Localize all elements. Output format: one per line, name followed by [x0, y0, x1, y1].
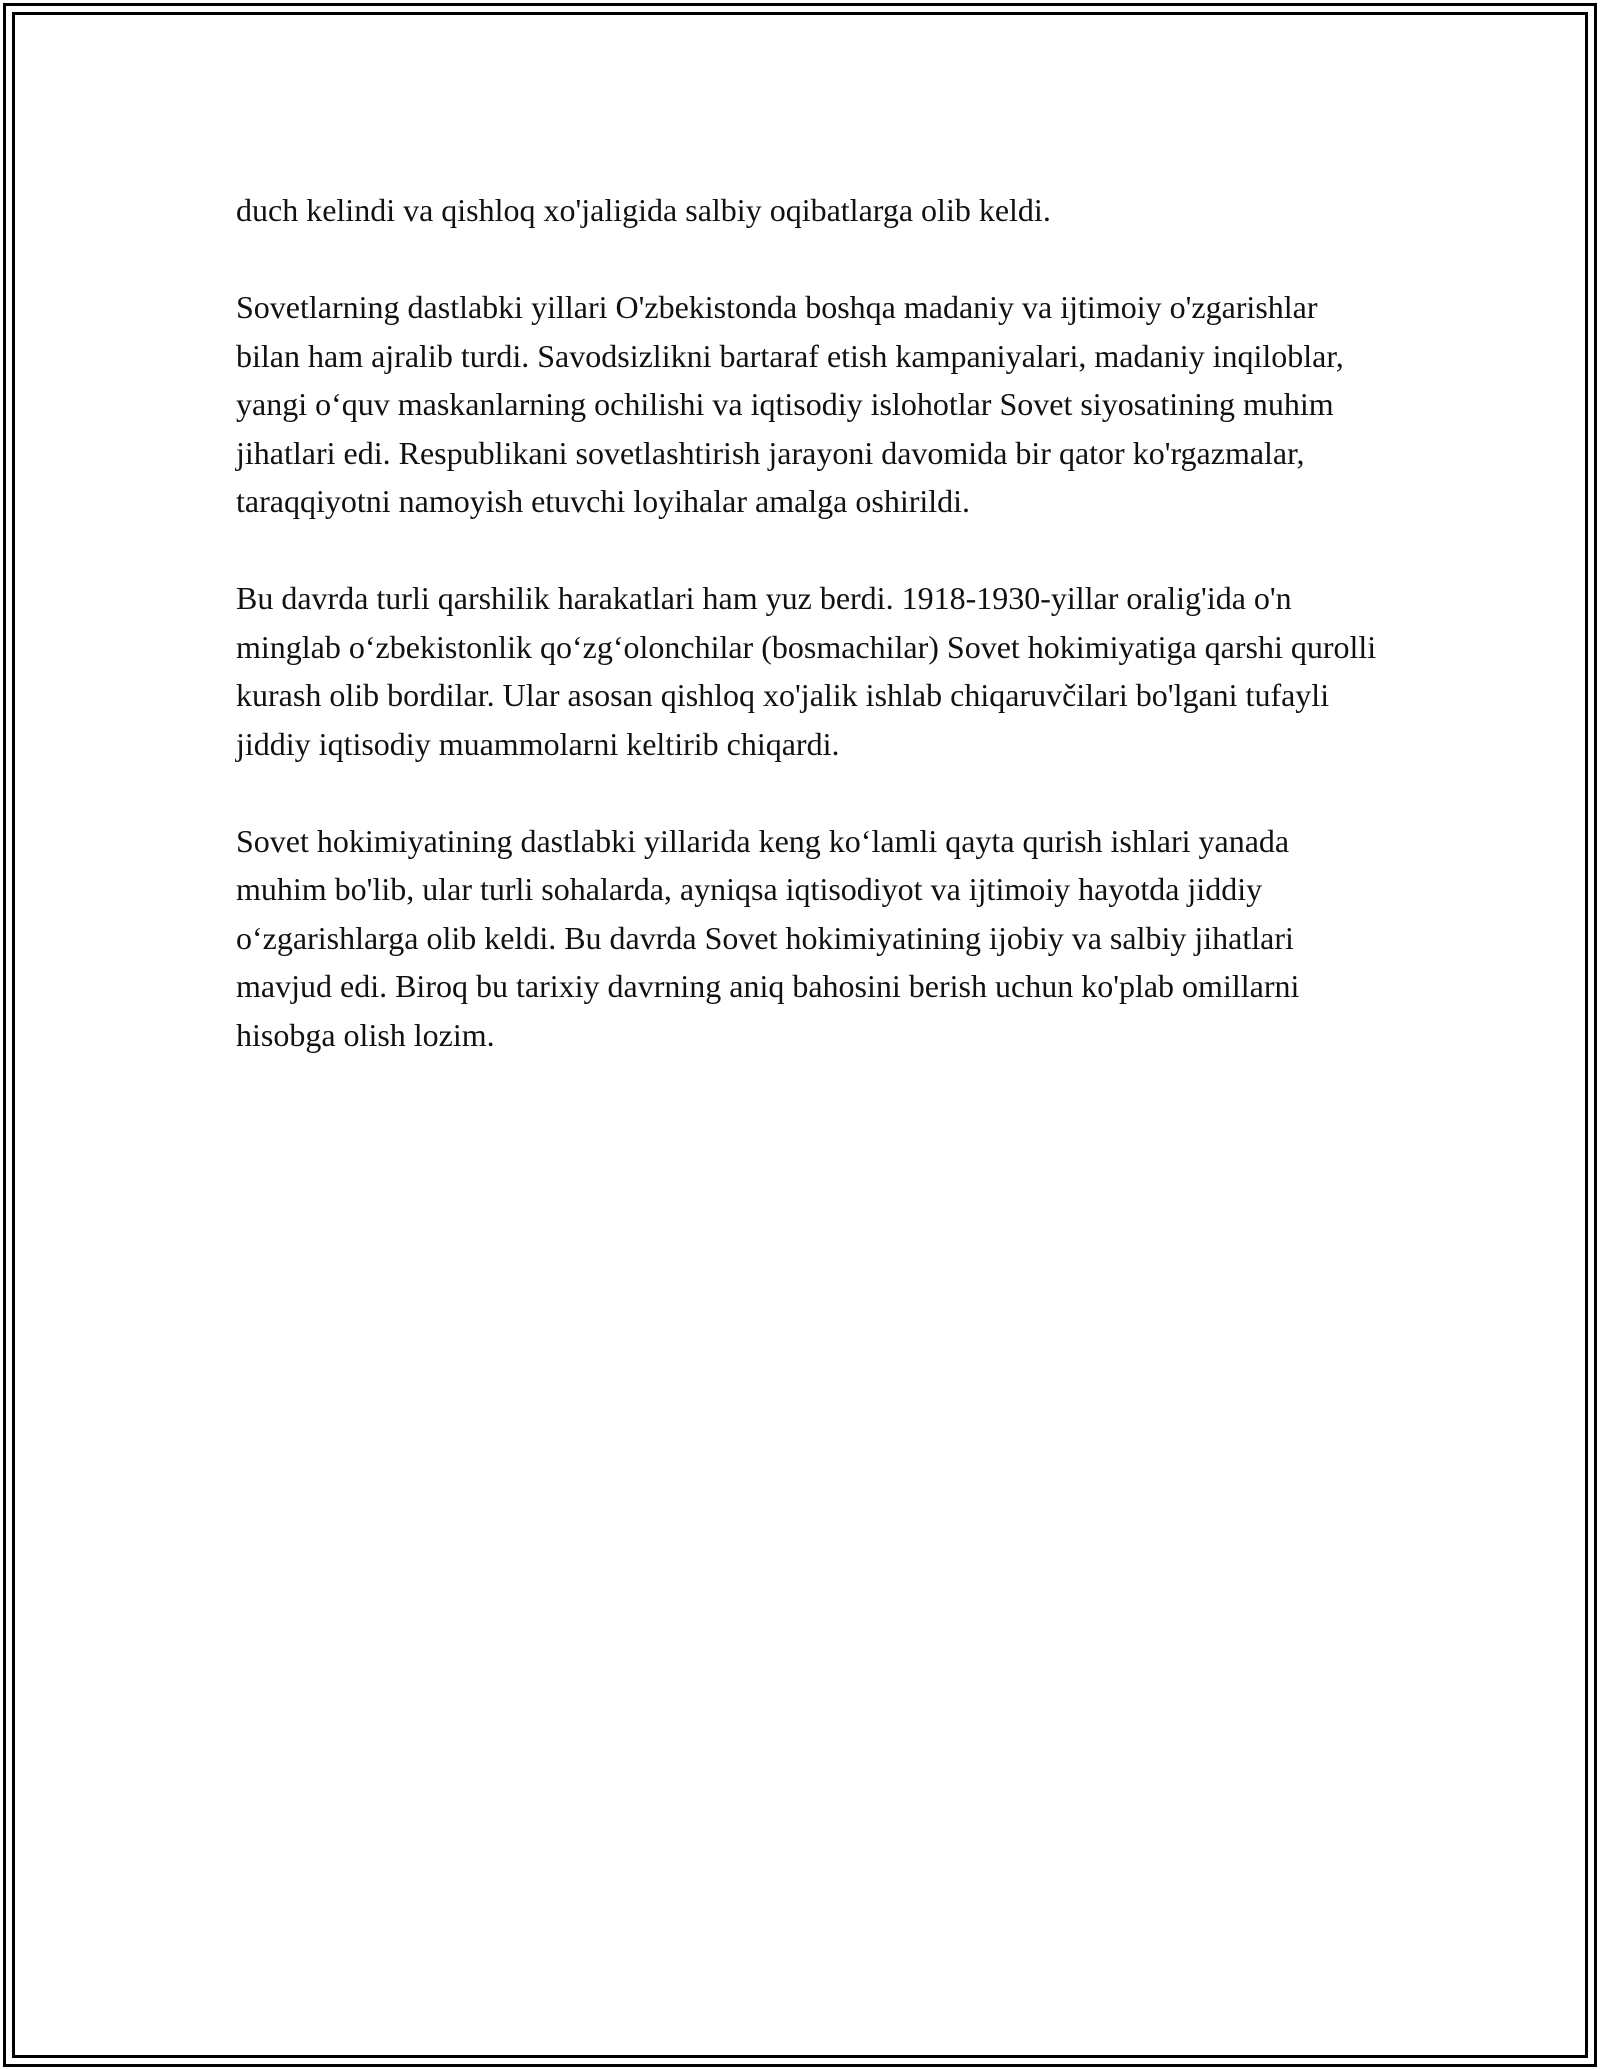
paragraph: Sovet hokimiyatining dastlabki yillarida keng ko‘lamli qayta qurish ishlari yanada muhim bo'lib, ular turli sohalarda, ayniqsa iqtisodiyot va ijtimoiy hayotda jiddiy o‘zgarishlarga olib keldi. Bu davrda Sovet hokimiyatining ijobiy va salbiy jihatlari mavjud edi. Biroq bu tarixiy davrning aniq bahosini berish uchun ko'plab omillarni hisobga olish lozim.	[236, 822, 1300, 1053]
paragraph: duch kelindi va qishloq xo'jaligida salbiy oqibatlarga olib keldi.	[236, 192, 1051, 228]
paragraph: Sovetlarning dastlabki yillari O'zbekistonda boshqa madaniy va ijtimoiy o'zgarishlar bilan ham ajralib turdi. Savodsizlikni bartaraf etish kampaniyalari, madaniy inqiloblar, yangi o‘quv maskanlarning ochilishi va iqtisodiy islohotlar Sovet siyosatining muhim jihatlari edi. Respublikani sovetlashtirish jarayoni davomida bir qator ko'rgazmalar, taraqqiyotni namoyish etuvchi loyihalar amalga oshirildi.	[236, 289, 1344, 519]
document-body	[236, 186, 1386, 1059]
paragraph: Bu davrda turli qarshilik harakatlari ham yuz berdi. 1918-1930-yillar oralig'ida o'n minglab o‘zbekistonlik qo‘zg‘olonchilar (bosmachilar) Sovet hokimiyatiga qarshi qurolli kurash olib bordilar. Ular asosan qishloq xo'jalik ishlab chiqaruvčilari bo'lgani tufayli jiddiy iqtisodiy muammolarni keltirib chiqardi.	[236, 580, 1377, 762]
